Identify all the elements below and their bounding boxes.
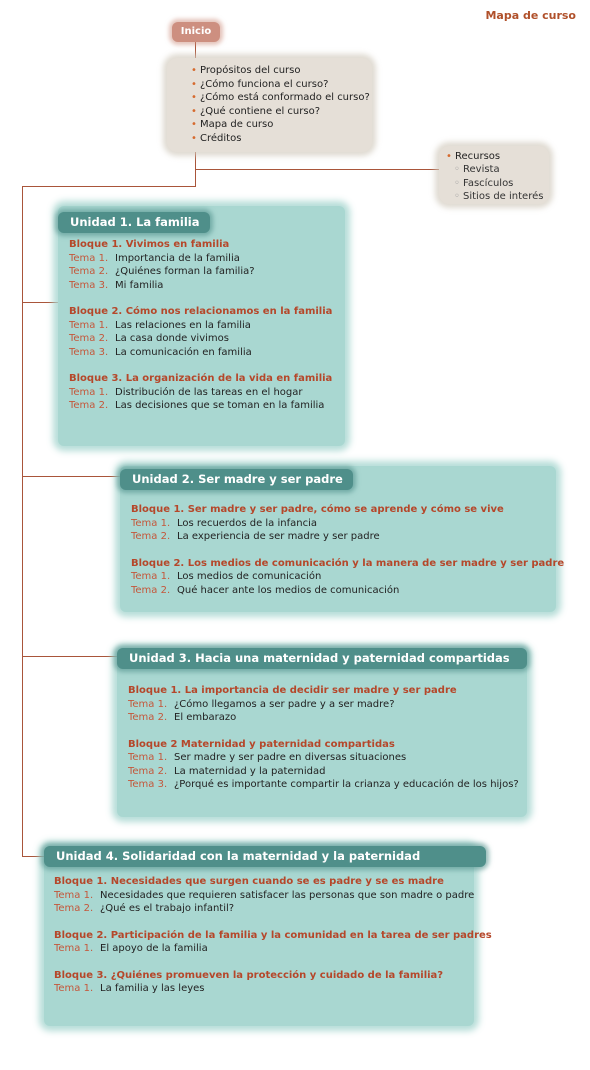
unit-3-title[interactable]: Unidad 3. Hacia una maternidad y paternidad compartidas [117,648,527,669]
connector-line [22,302,58,303]
unit-1-block-1-title[interactable]: Bloque 1. Vivimos en familia [69,239,230,250]
tema-item[interactable]: Tema 1. Distribución de las tareas en el hogar [69,386,303,398]
tema-item[interactable]: Tema 1. Ser madre y ser padre en diversas situaciones [128,752,407,763]
connector-line [22,656,118,657]
tema-item[interactable]: Tema 1. La familia y las leyes [54,983,205,994]
tema-item[interactable]: Tema 2. Las decisiones que se toman en la familia [69,400,325,411]
tema-item[interactable]: Tema 1. Las relaciones en la familia [69,319,251,331]
intro-link-propositos[interactable]: • Propósitos del curso [191,64,370,78]
recursos-link-fasciculos[interactable]: ◦ Fascículos [446,177,543,191]
intro-link-que-contiene[interactable]: • ¿Qué contiene el curso? [191,105,370,119]
intro-link-mapa[interactable]: • Mapa de curso [191,118,370,132]
connector-line [22,186,23,856]
recursos-menu [439,146,549,204]
recursos-link[interactable]: • Recursos [446,150,500,164]
intro-link-creditos[interactable]: • Créditos [191,132,370,146]
unit-4-block-3-title[interactable]: Bloque 3. ¿Quiénes promueven la protección y cuidado de la familia? [54,969,444,981]
unit-4-block-2-title[interactable]: Bloque 2. Participación de la familia y la comunidad en la tarea de ser padres [54,929,492,941]
unit-4-title[interactable]: Unidad 4. Solidaridad con la maternidad y la paternidad [44,846,486,867]
tema-item[interactable]: Tema 1. ¿Cómo llegamos a ser padre y a ser madre? [128,698,395,710]
tema-item[interactable]: Tema 1. El apoyo de la familia [54,943,208,954]
unit-2-block-2-title[interactable]: Bloque 2. Los medios de comunicación y la manera de ser madre y ser padre [131,557,565,569]
intro-menu [167,58,372,152]
unit-1-title[interactable]: Unidad 1. La familia [58,212,210,233]
page-title: Mapa de curso [485,9,576,22]
tema-item[interactable]: Tema 2. La casa donde vivimos [69,333,229,344]
tema-item[interactable]: Tema 2. La maternidad y la paternidad [128,765,326,777]
inicio-button[interactable]: Inicio [172,22,220,42]
tema-item[interactable]: Tema 1. Necesidades que requieren satisfacer las personas que son madre o padre [54,889,475,901]
unit-2-title[interactable]: Unidad 2. Ser madre y ser padre [120,469,353,490]
unit-3-content [128,684,519,792]
unit-1-content [69,238,332,413]
intro-link-como-conformado[interactable]: • ¿Cómo está conformado el curso? [191,91,370,105]
tema-item[interactable]: Tema 2. Qué hacer ante los medios de comunicación [131,584,400,596]
unit-3-block-2-title[interactable]: Bloque 2 Maternidad y paternidad compartidas [128,738,395,750]
unit-1-block-3-title[interactable]: Bloque 3. La organización de la vida en familia [69,373,333,384]
tema-item[interactable]: Tema 2. ¿Qué es el trabajo infantil? [54,903,235,914]
connector-line [22,856,44,857]
tema-item[interactable]: Tema 2. La experiencia de ser madre y ser padre [131,531,380,542]
unit-1-block-2-title[interactable]: Bloque 2. Cómo nos relacionamos en la familia [69,306,333,317]
recursos-link-sitios[interactable]: ◦ Sitios de interés [446,190,543,204]
tema-item[interactable]: Tema 3. La comunicación en familia [69,346,252,358]
tema-item[interactable]: Tema 1. Importancia de la familia [69,252,240,264]
connector-line [195,169,440,170]
unit-4-content [54,875,492,996]
intro-link-como-funciona[interactable]: • ¿Cómo funciona el curso? [191,78,370,92]
tema-item[interactable]: Tema 1. Los recuerdos de la infancia [131,517,317,529]
recursos-link-revista[interactable]: ◦ Revista [446,163,543,177]
connector-line [22,186,196,187]
connector-line [195,42,196,58]
tema-item[interactable]: Tema 3. ¿Porqué es importante compartir la crianza y educación de los hijos? [128,779,519,790]
connector-line [22,476,120,477]
tema-item[interactable]: Tema 3. Mi familia [69,279,164,291]
tema-item[interactable]: Tema 2. ¿Quiénes forman la familia? [69,266,255,277]
unit-2-block-1-title[interactable]: Bloque 1. Ser madre y ser padre, cómo se aprende y cómo se vive [131,504,504,515]
unit-2-content [131,503,564,597]
tema-item[interactable]: Tema 2. El embarazo [128,712,237,723]
unit-3-block-1-title[interactable]: Bloque 1. La importancia de decidir ser madre y ser padre [128,685,457,696]
tema-item[interactable]: Tema 1. Los medios de comunicación [131,571,322,582]
unit-4-block-1-title[interactable]: Bloque 1. Necesidades que surgen cuando se es padre y se es madre [54,876,444,887]
